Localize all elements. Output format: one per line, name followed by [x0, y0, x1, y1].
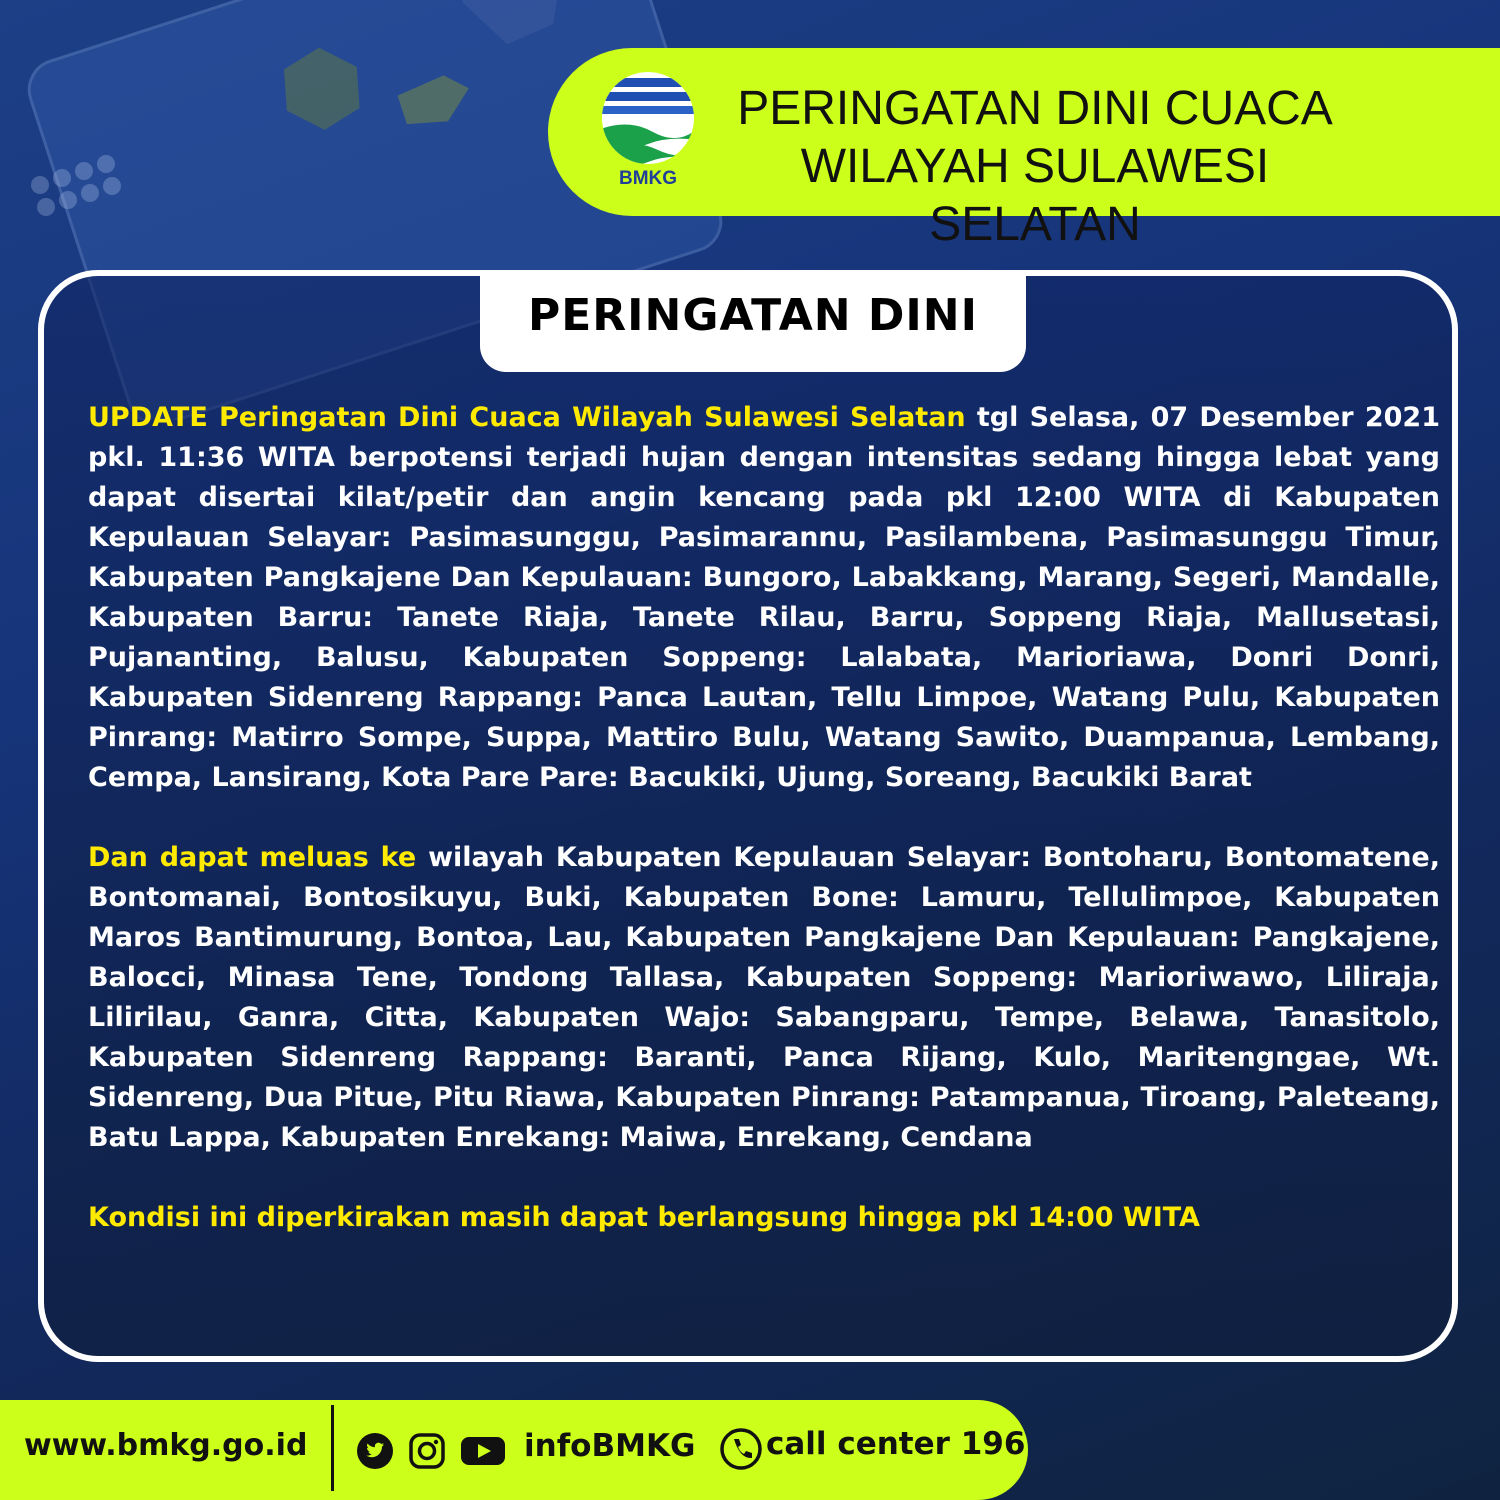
warning-paragraph-2 — [88, 838, 1440, 1158]
warning-body — [88, 398, 1440, 1278]
header-title-line1: PERINGATAN DINI CUACA — [737, 82, 1333, 135]
call-center[interactable]: call center 196 — [766, 1426, 1026, 1462]
bmkg-logo-text: BMKG — [618, 168, 678, 189]
warning-paragraph-1 — [88, 398, 1440, 798]
phone-icon — [720, 1428, 762, 1470]
website-link[interactable]: www.bmkg.go.id — [24, 1428, 308, 1463]
footer-divider — [331, 1405, 334, 1491]
social-handle[interactable]: infoBMKG — [524, 1428, 696, 1464]
twitter-icon[interactable] — [356, 1432, 394, 1470]
instagram-icon[interactable] — [408, 1432, 446, 1470]
panel-tab — [480, 272, 1026, 372]
panel-tab-title: PERINGATAN DINI — [527, 290, 978, 341]
update-highlight: UPDATE Peringatan Dini Cuaca Wilayah Sulawesi Selatan — [88, 402, 966, 433]
warning-paragraph-1-text: tgl Selasa, 07 Desember 2021 pkl. 11:36 WITA berpotensi terjadi hujan dengan intensitas sedang hingga lebat yang dapat disertai kilat/petir dan angin kencang pada pkl 12:00 WITA di Kabupaten Kepulauan Selayar: Pasimasunggu, Pasimarannu, Pasilambena, Pasimasunggu Timur, Kabupaten Pangkajene Dan Kepulauan: Bungoro, Labakkang, Marang, Segeri, Mandalle, Kabupaten Barru: Tanete Riaja, Tanete Rilau, Barru, Soppeng Riaja, Mallusetasi, Pujananting, Balusu, Kabupaten Soppeng: Lalabata, Marioriawa, Donri Donri, Kabupaten Sidenreng Rappang: Panca Lautan, Tellu Limpoe, Watang Pulu, Kabupaten Pinrang: Matirro Sompe, Suppa, Mattiro Bulu, Watang Sawito, Duampanua, Lembang, Cempa, Lansirang, Kota Pare Pare: Bacukiki, Ujung, Soreang, Bacukiki Barat — [88, 402, 1440, 793]
warning-paragraph-2-text: wilayah Kabupaten Kepulauan Selayar: Bontoharu, Bontomatene, Bontomanai, Bontosikuyu, Buki, Kabupaten Bone: Lamuru, Tellulimpoe, Kabupaten Maros Bantimurung, Bontoa, Lau, Kabupaten Pangkajene Dan Kepulauan: Pangkajene, Balocci, Minasa Tene, Tondong Tallasa, Kabupaten Soppeng: Marioriwawo, Liliraja, Lilirilau, Ganra, Citta, Kabupaten Wajo: Sabangparu, Tempe, Belawa, Tanasitolo, Kabupaten Sidenreng Rappang: Baranti, Panca Rijang, Kulo, Maritengngae, Wt. Sidenreng, Dua Pitue, Pitu Riawa, Kabupaten Pinrang: Patampanua, Tiroang, Paleteang, Batu Lappa, Kabupaten Enrekang: Maiwa, Enrekang, Cendana — [88, 842, 1440, 1153]
header-title — [705, 80, 1365, 254]
youtube-icon[interactable] — [460, 1432, 506, 1470]
header-title-line2: WILAYAH SULAWESI SELATAN — [800, 140, 1270, 251]
expand-highlight: Dan dapat meluas ke — [88, 842, 417, 873]
bmkg-logo-icon — [598, 70, 698, 190]
warning-paragraph-3: Kondisi ini diperkirakan masih dapat berlangsung hingga pkl 14:00 WITA — [88, 1202, 1200, 1233]
